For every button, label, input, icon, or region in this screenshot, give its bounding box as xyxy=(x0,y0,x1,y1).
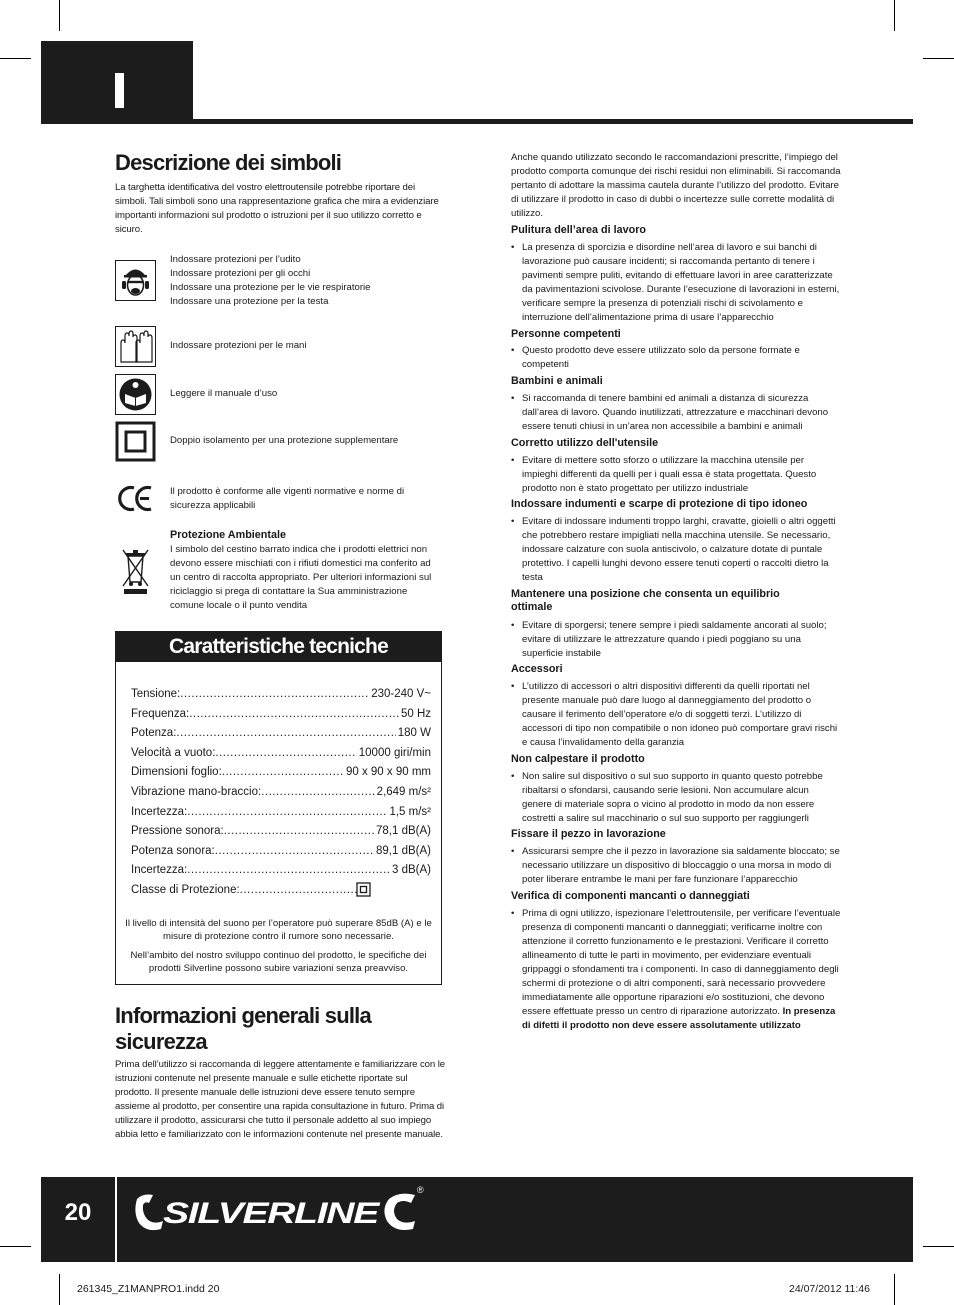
double-insulation-icon xyxy=(356,882,371,897)
double-insulation-icon xyxy=(115,421,156,462)
spec-row: Vibrazione mano-braccio: ..... 2,649 m/s² xyxy=(131,783,431,801)
specs-change-note: Nell’ambito del nostro sviluppo continuo del prodotto, le specifiche dei prodotti Silverline possono subire variazioni senza preavviso. xyxy=(130,950,427,974)
crop-mark xyxy=(0,58,31,59)
spec-row: Velocità a vuoto: ..... 10000 giri/min xyxy=(131,744,431,762)
spec-row: Pressione sonora: ..... 78,1 dB(A) xyxy=(131,822,431,840)
read-manual-icon xyxy=(115,374,156,415)
spec-row: Tensione: ..... 230-240 V~ xyxy=(131,685,431,703)
ppe-hearing-text: Indossare protezioni per l’udito xyxy=(170,254,301,265)
residual-risk-text: Anche quando utilizzato secondo le raccomandazioni prescritte, l’impiego del prodotto comporta comunque dei rischi residui non eliminabili. Si raccomanda pertanto di adottare la massima cautela durante l’utilizzo del prodotto. Evitare di utilizzare il prodotto in caso di dubbi o incertezze sulle corrette modalità di utilizzo. xyxy=(511,152,841,219)
no-step-heading: Non calpestare il prodotto xyxy=(511,753,645,765)
ce-mark-icon xyxy=(115,478,156,519)
work-area-heading: Pulitura dell’area di lavoro xyxy=(511,224,647,236)
accessories-heading: Accessori xyxy=(511,663,563,675)
spec-row: Incertezza: ..... 3 dB(A) xyxy=(131,861,431,879)
spec-row: Potenza: ..... 180 W xyxy=(131,724,431,742)
balance-item: • Evitare di sporgersi; tenere sempre i piedi saldamente ancorati al suolo; evitare di utilizzare le attrezzature quando i piedi poggiano su una superficie instabile xyxy=(511,620,827,659)
registered-mark: ® xyxy=(417,1185,424,1195)
crop-mark xyxy=(59,0,60,31)
safety-title-line1: Informazioni generali sulla xyxy=(115,1003,371,1028)
children-heading: Bambini e animali xyxy=(511,375,603,387)
double-insulation-text: Doppio isolamento per una protezione supplementare xyxy=(170,435,399,446)
crop-mark xyxy=(923,1246,954,1247)
ppe-respiratory-text: Indossare una protezione per le vie respiratorie xyxy=(170,282,371,293)
symbols-intro: La targhetta identificativa del vostro elettroutensile potrebbe riportare dei simboli. Tali simboli sono una rappresentazione grafica che mira a evidenziare importanti informazioni sul prodotto o istruzioni per il suo utilizzo corretto e sicuro. xyxy=(115,182,439,235)
spec-row: Potenza sonora: ..... 89,1 dB(A) xyxy=(131,842,431,860)
footer-divider xyxy=(115,1177,117,1262)
ppe-head-text: Indossare una protezione per la testa xyxy=(170,296,329,307)
damaged-parts-heading: Verifica di componenti mancanti o danneggiati xyxy=(511,890,750,902)
spec-row: Classe di Protezione: ..... xyxy=(131,881,359,899)
damaged-parts-item: • Prima di ogni utilizzo, ispezionare l’elettroutensile, per verificare l’eventuale presenza di componenti mancanti o danneggiati; verificarne inoltre con attenzione il corretto funzionamento e le prestazioni. Verificare il corretto allineamento di tutte le parti in movimento, per evidenziare eventuali grippaggi o sfondamenti tra i componenti. In caso di danneggiamento degli schermi di protezione o di altri componenti, sarà necessario provvedere immediatamente alle opportune riparazioni e/o sostituzioni, che devono essere effettuate presso un centro di riparazione autorizzato. In presenza di difetti il prodotto non deve essere assolutamente utilizzato xyxy=(511,908,841,1031)
gloves-icon xyxy=(115,326,156,367)
accessories-item: • L’utilizzo di accessori o altri dispositivi differenti da quelli riportati nel presente manuale può dare luogo al danneggiamento del prodotto o causare il ferimento dell’operatore e/o di soggetti terzi. L’utilizzo di accessori di tipo non compatibile o non idoneo può comportare gravi rischi e causa l’invalidamento della garanzia xyxy=(511,681,838,748)
crop-mark xyxy=(0,1246,31,1247)
work-area-item: • La presenza di sporcizia e disordine nell’area di lavoro e sui banchi di lavorazione può causare incidenti; si raccomanda pertanto di tenere i pavimenti sempre puliti, evitando di effettuare lavori in aree caratterizzate da pavimentazioni scivolose. Durante l’esecuzione di lavorazioni in esterni, verificare sempre la presenza di potenziali rischi di scivolamento e interruzione dell’alimentazione prima di usare l’apparecchio xyxy=(511,242,840,323)
read-manual-text: Leggere il manuale d’uso xyxy=(170,388,278,399)
ce-text: Il prodotto è conforme alle vigenti normative e norme di sicurezza applicabili xyxy=(170,486,405,511)
correct-use-heading: Corretto utilizzo dell'utensile xyxy=(511,437,659,449)
silverline-logo xyxy=(133,1189,433,1233)
spec-row: Dimensioni foglio: ..... 90 x 90 x 90 mm xyxy=(131,763,431,781)
svg-text:SILVERLINE: SILVERLINE xyxy=(163,1197,381,1230)
spec-row: Incertezza: ..... 1,5 m/s² xyxy=(131,803,431,821)
ppe-head-icon xyxy=(115,260,156,301)
date-slug: 24/07/2012 11:46 xyxy=(789,1283,870,1295)
clothing-item: • Evitare di indossare indumenti troppo larghi, cravatte, gioielli o altri oggetti che potrebbero restare impigliati nella macchina utensile. Se necessario, indossare calzature con suola antiscivolo, o calzature dotate di puntale protettivo. I capelli lunghi devono essere tenuti coperti o raccolti dietro la testa xyxy=(511,516,836,583)
safety-title-line2: sicurezza xyxy=(115,1029,207,1054)
gloves-text: Indossare protezioni per le mani xyxy=(170,340,307,351)
spec-row: Frequenza: ..... 50 Hz xyxy=(131,705,431,723)
secure-workpiece-item: • Assicurarsi sempre che il pezzo in lavorazione sia saldamente bloccato; se necessario utilizzare un dispositivo di bloccaggio o una morsa in modo di poter liberare entrambe le mani per fare funzionare l’apparecchio xyxy=(511,846,840,885)
file-slug: 261345_Z1MANPRO1.indd 20 xyxy=(77,1283,220,1295)
weee-text: I simbolo del cestino barrato indica che i prodotti elettrici non devono essere mischiati con i rifiuti domestici ma conferito ad un centro di raccolta appropriato. Per ulteriori informazioni sul riciclaggio si prega di contattare la Sua amministrazione comune locale o il punto vendita xyxy=(170,544,432,611)
secure-workpiece-heading: Fissare il pezzo in lavorazione xyxy=(511,828,666,840)
crop-mark xyxy=(894,1274,895,1305)
crop-mark xyxy=(894,0,895,31)
safety-intro: Prima dell’utilizzo si raccomanda di leggere attentamente e familiarizzare con le istruzioni contenute nel presente manuale e sulle etichette riportate sul prodotto. Il presente manuale delle istruzioni deve essere tenuto sempre assieme al prodotto, per consentire una rapida consultazione in futuro. Prima di utilizzare il prodotto, assicurarsi che tutto il personale addetto al suo impiego abbia letto e familiarizzato con le informazioni contenute nel presente manuale. xyxy=(115,1059,445,1140)
balance-heading: Mantenere una posizione che consenta un equilibrio ottimale xyxy=(511,588,780,613)
clothing-heading: Indossare indumenti e scarpe di protezione di tipo idoneo xyxy=(511,498,808,510)
footer-bar xyxy=(41,1177,913,1262)
crop-mark xyxy=(923,58,954,59)
weee-bin-icon xyxy=(115,545,156,597)
correct-use-item: • Evitare di mettere sotto sforzo o utilizzare la macchina utensile per impieghi differenti da quelli per i quali essa è stata progettata. Questo prodotto non è stato progettato per utilizzo industriale xyxy=(511,455,817,494)
crop-mark xyxy=(59,1274,60,1305)
weee-title: Protezione Ambientale xyxy=(170,529,286,541)
specs-box xyxy=(115,631,442,985)
specs-title: Caratteristiche tecniche xyxy=(116,632,441,662)
language-letter-i xyxy=(115,73,124,108)
children-item: • Si raccomanda di tenere bambini ed animali a distanza di sicurezza dall’area di lavoro. Quando inutilizzati, attrezzature e macchinari devono essere tenuti chiusi in un’area non accessibile a bambini e animali xyxy=(511,393,829,432)
header-rule xyxy=(193,119,913,124)
competent-heading: Personne competenti xyxy=(511,328,621,340)
no-step-item: • Non salire sul dispositivo o sul suo supporto in quanto questo potrebbe ribaltarsi o sfondarsi, causando serie lesioni. Non accumulare alcun genere di materiale sopra o vicino al prodotto in modo da non essere costretti a salire sul macchinario o sul suo supporto per raggiungerli xyxy=(511,771,823,824)
ppe-eyes-text: Indossare protezioni per gli occhi xyxy=(170,268,311,279)
symbols-title: Descrizione dei simboli xyxy=(115,150,342,175)
competent-item: • Questo prodotto deve essere utilizzato solo da persone formate e competenti xyxy=(511,345,800,370)
page-number: 20 xyxy=(64,1199,92,1226)
specs-noise-note: Il livello di intensità del suono per l’operatore può superare 85dB (A) e le misure di protezione contro il rumore sono necessarie. xyxy=(125,918,432,942)
